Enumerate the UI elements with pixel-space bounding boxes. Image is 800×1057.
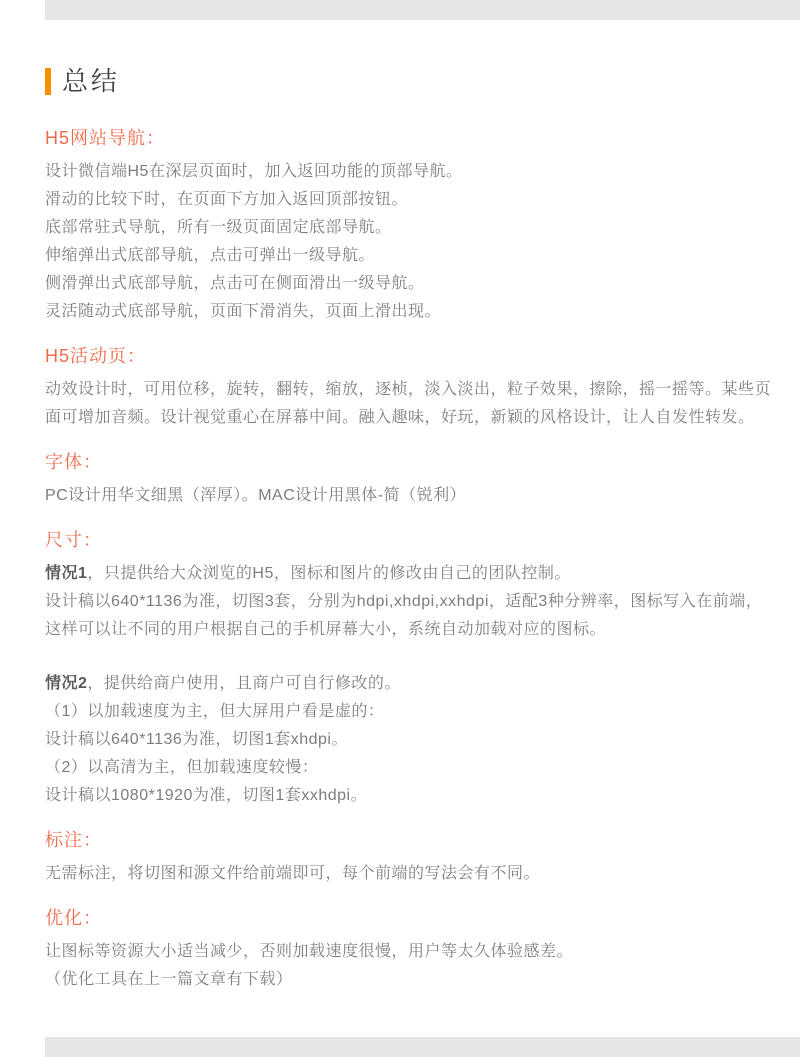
section-heading: 优化： (45, 908, 102, 928)
paragraph: 设计稿以1080*1920为准，切图1套xxhdpi。 (45, 787, 368, 804)
paragraph: 情况2，提供给商户使用，且商户可自行修改的。 (45, 675, 401, 692)
case-label: 情况1 (45, 565, 88, 582)
page-title-block (45, 66, 120, 96)
paragraph: PC设计用华文细黑（浑厚）。MAC设计用黑体-简（锐利） (45, 487, 467, 504)
bottom-divider-bar (45, 1037, 800, 1057)
title-accent-marker (45, 68, 51, 95)
paragraph: 侧滑弹出式底部导航，点击可在侧面滑出一级导航。 (45, 275, 425, 292)
paragraph: 底部常驻式导航，所有一级页面固定底部导航。 (45, 219, 392, 236)
section-heading: H5活动页： (45, 346, 147, 366)
paragraph: 灵活随动式底部导航，页面下滑消失，页面上滑出现。 (45, 303, 442, 320)
section-heading: 标注： (45, 830, 102, 850)
paragraph: （1）以加载速度为主，但大屏用户看是虚的： (45, 703, 385, 720)
section-heading: 字体： (45, 452, 102, 472)
page-title: 总结 (62, 66, 121, 96)
paragraph: 情况1，只提供给大众浏览的H5，图标和图片的修改由自己的团队控制。 (45, 565, 571, 582)
paragraph: 伸缩弹出式底部导航，点击可弹出一级导航。 (45, 247, 376, 264)
paragraph: （2）以高清为主，但加载速度较慢： (45, 759, 319, 776)
paragraph: 无需标注，将切图和源文件给前端即可，每个前端的写法会有不同。 (45, 865, 541, 882)
paragraph: 让图标等资源大小适当减少，否则加载速度很慢，用户等太久体验感差。 (45, 943, 574, 960)
article-content (45, 98, 777, 994)
paragraph: 设计稿以640*1136为准，切图3套，分别为hdpi,xhdpi,xxhdpi，适配3种分辨率，图标写入在前端，这样可以让不同的用户根据自己的手机屏幕大小，系统自动加载对应的图标。 (45, 593, 763, 638)
paragraph: 设计微信端H5在深层页面时，加入返回功能的顶部导航。 (45, 163, 463, 180)
paragraph: 设计稿以640*1136为准，切图1套xhdpi。 (45, 731, 348, 748)
case-label: 情况2 (45, 675, 88, 692)
top-divider-bar (45, 0, 800, 20)
paragraph: 滑动的比较下时，在页面下方加入返回顶部按钮。 (45, 191, 409, 208)
section-heading: 尺寸： (45, 530, 102, 550)
paragraph: （优化工具在上一篇文章有下载） (45, 971, 293, 988)
section-heading: H5网站导航： (45, 128, 166, 148)
paragraph: 动效设计时，可用位移，旋转，翻转，缩放，逐桢，淡入淡出，粒子效果，擦除，摇一摇等。某些页面可增加音频。设计视觉重心在屏幕中间。融入趣味，好玩，新颖的风格设计，让人自发性转发。 (45, 381, 772, 426)
